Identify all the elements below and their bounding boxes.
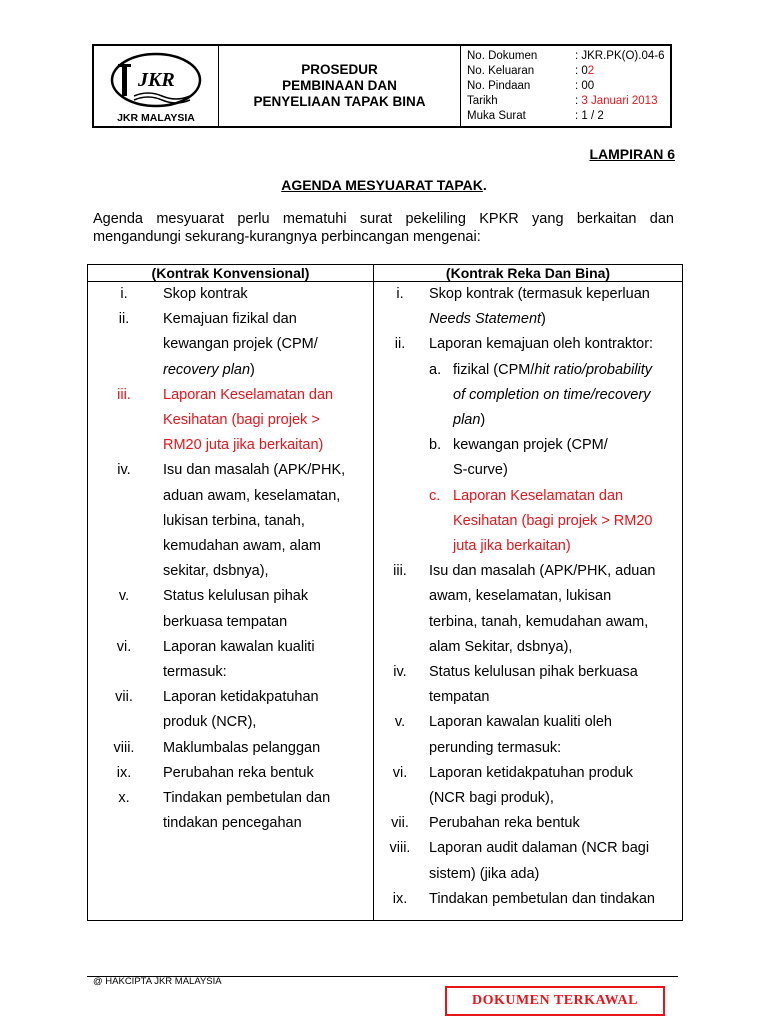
meta-key: Muka Surat (467, 110, 526, 122)
item-number: ii. (118, 311, 130, 328)
item-text (163, 660, 227, 685)
text-run: produk (NCR), (163, 714, 257, 731)
text-run: perunding termasuk: (429, 739, 562, 756)
text-run: kewangan projek (CPM/ (163, 336, 318, 353)
text-run: sekitar, dsbnya), (163, 563, 269, 580)
text-run: kemudahan awam, alam (163, 538, 321, 554)
agenda-title-text: AGENDA MESYUARAT TAPAK (281, 177, 483, 193)
item-number: ix. (392, 890, 408, 907)
item-text (163, 458, 345, 483)
item-number: iii. (393, 563, 407, 580)
text-run: ) (250, 361, 255, 378)
item-text (429, 811, 580, 836)
italic-text: recovery plan (163, 361, 251, 378)
text-run: Isu dan masalah (APK/PHK, aduan (429, 563, 656, 580)
item-text (429, 761, 633, 786)
meta-key: Tarikh (467, 95, 498, 107)
text-run: ) (541, 311, 546, 328)
text-run: termasuk: (163, 664, 227, 680)
sub-item-marker: b. (429, 437, 442, 454)
text-run: Laporan kawalan kualiti oleh (429, 714, 612, 731)
item-text (429, 635, 572, 660)
item-text (163, 584, 308, 609)
sub-item-marker: c. (429, 487, 441, 504)
meta-key: No. Pindaan (467, 80, 531, 92)
text-run: Laporan Keselamatan dan (453, 487, 624, 504)
agenda-title-suffix: . (482, 177, 487, 193)
item-text (163, 761, 314, 786)
item-text (429, 862, 539, 887)
intro-paragraph: Agenda mesyuarat perlu mematuhi surat pekeliling KPKR yang berkaitan dan mengandungi sekurang-kurangnya perbincangan mengenai: (93, 211, 674, 245)
right-column-heading: (Kontrak Reka Dan Bina) (445, 265, 611, 281)
text-run: sistem) (jika ada) (429, 865, 540, 882)
logo-caption: JKR MALAYSIA (117, 112, 195, 124)
text-run: awam, keselamatan, lukisan (429, 588, 612, 605)
item-number: vi. (116, 638, 132, 655)
item-number: viii. (113, 739, 135, 756)
text-run: (NCR bagi produk), (429, 790, 554, 806)
item-text (453, 433, 608, 458)
meta-value: : 00 (575, 80, 595, 92)
item-number: viii. (389, 840, 411, 857)
text-run: Laporan kawalan kualiti (163, 638, 315, 655)
document-title (219, 46, 461, 126)
item-number: ix. (116, 764, 132, 781)
controlled-document-stamp: DOKUMEN TERKAWAL (445, 986, 665, 1016)
meta-value: : JKR.PK(O).04-6 (575, 50, 665, 62)
logo-cell (94, 46, 219, 126)
italic-text: of completion on time/recovery (453, 386, 651, 403)
meta-row (467, 94, 670, 109)
italic-text: Needs Statement (429, 311, 542, 328)
item-number: iii. (117, 386, 131, 403)
item-number: v. (394, 714, 406, 731)
jkr-logo-icon (108, 52, 204, 112)
item-text (453, 458, 508, 483)
item-text (429, 685, 489, 710)
meta-value: : 1 / 2 (575, 110, 604, 122)
item-text (429, 836, 649, 861)
text-run: fizikal (CPM/ (453, 361, 535, 378)
text-run: Laporan kemajuan oleh kontraktor: (429, 336, 654, 353)
left-column-heading: (Kontrak Konvensional) (151, 265, 310, 281)
item-text (453, 358, 652, 383)
text-run: tindakan pencegahan (163, 815, 302, 832)
text-run: aduan awam, keselamatan, (163, 487, 341, 504)
sub-item-marker: a. (429, 361, 442, 378)
text-run: Kesihatan (bagi projek > RM20 (453, 512, 653, 529)
title-line: PEMBINAAN DAN (282, 78, 397, 93)
item-text (429, 584, 611, 609)
item-text (429, 710, 612, 735)
item-text (429, 282, 650, 307)
item-text (429, 736, 561, 761)
item-text (429, 660, 638, 685)
item-text (429, 332, 653, 357)
item-number: x. (118, 790, 130, 806)
item-number: iv. (117, 462, 131, 479)
agenda-table (87, 264, 683, 921)
item-text (163, 534, 321, 559)
item-text (453, 408, 485, 433)
text-run: Status kelulusan pihak (163, 588, 309, 605)
text-run: RM20 juta jika berkaitan) (163, 437, 324, 454)
copyright-notice: @ HAKCIPTA JKR MALAYSIA (93, 976, 222, 987)
item-text (429, 887, 655, 912)
item-number: ii. (394, 336, 406, 353)
appendix-label: LAMPIRAN 6 (589, 146, 675, 162)
item-text (453, 509, 653, 534)
item-number: i. (396, 286, 404, 302)
item-text (163, 484, 340, 509)
text-run: Skop kontrak (163, 286, 248, 302)
text-run: Perubahan reka bentuk (163, 764, 314, 781)
text-run: Tindakan pembetulan dan (163, 790, 331, 806)
meta-key: No. Dokumen (467, 50, 538, 62)
item-text (429, 786, 554, 811)
item-text (163, 635, 315, 660)
item-text (163, 509, 305, 534)
text-run: kewangan projek (CPM/ (453, 437, 608, 454)
item-text (163, 610, 287, 635)
document-meta (461, 46, 670, 126)
item-number: i. (120, 286, 128, 302)
text-run: Laporan Keselamatan dan (163, 386, 334, 403)
meta-row (467, 64, 670, 79)
item-number: vii. (115, 689, 133, 706)
meta-row (467, 79, 670, 94)
item-text (163, 358, 255, 383)
meta-row (467, 49, 670, 64)
meta-value: : 3 Januari 2013 (575, 95, 658, 107)
text-run: Maklumbalas pelanggan (163, 739, 321, 756)
page-title (0, 177, 768, 193)
text-run: alam Sekitar, dsbnya), (429, 638, 573, 655)
text-run: Laporan ketidakpatuhan produk (429, 764, 633, 781)
item-number: iv. (393, 664, 407, 680)
item-text (163, 736, 320, 761)
meta-row (467, 109, 670, 124)
text-run: terbina, tanah, kemudahan awam, (429, 613, 649, 630)
title-line: PROSEDUR (301, 62, 378, 77)
item-text (163, 307, 297, 332)
item-text (163, 408, 320, 433)
italic-text: plan (453, 412, 481, 428)
text-run: juta jika berkaitan) (453, 538, 571, 554)
meta-value-revised: 3 Januari 2013 (581, 95, 658, 107)
text-run: ) (480, 412, 486, 428)
item-text (163, 811, 302, 836)
item-number: v. (118, 588, 130, 605)
item-text (453, 534, 571, 559)
meta-key: No. Keluaran (467, 65, 535, 77)
italic-text: hit ratio/probability (534, 361, 653, 378)
logo-text: JKR (138, 69, 175, 91)
text-run: Isu dan masalah (APK/PHK, (163, 462, 346, 479)
item-text (163, 433, 323, 458)
item-text (429, 559, 656, 584)
item-text (429, 610, 648, 635)
text-run: Laporan audit dalaman (NCR bagi (429, 840, 650, 857)
text-run: berkuasa tempatan (163, 613, 288, 630)
item-text (163, 332, 318, 357)
document-header (92, 44, 672, 128)
text-run: Kesihatan (bagi projek > (163, 412, 320, 428)
text-run: tempatan (429, 689, 490, 706)
text-run: Status kelulusan pihak berkuasa (429, 664, 638, 680)
item-number: vii. (391, 815, 409, 832)
text-run: Perubahan reka bentuk (429, 815, 580, 832)
item-text (163, 786, 330, 811)
item-text (163, 685, 319, 710)
column-divider (373, 265, 374, 920)
text-run: Tindakan pembetulan dan tindakan (429, 890, 655, 907)
text-run: Laporan ketidakpatuhan (163, 689, 319, 706)
item-text (453, 484, 623, 509)
item-text (163, 710, 256, 735)
item-number: vi. (392, 764, 408, 781)
text-run: lukisan terbina, tanah, (163, 512, 305, 529)
item-text (163, 559, 269, 584)
text-run: S-curve) (453, 462, 508, 479)
title-line: PENYELIAAN TAPAK BINA (253, 94, 426, 109)
text-run: Kemajuan fizikal dan (163, 311, 297, 328)
meta-value: : 02 (575, 65, 595, 77)
item-text (163, 383, 333, 408)
item-text (163, 282, 248, 307)
meta-value-revised: 2 (587, 65, 595, 77)
text-run: Skop kontrak (termasuk keperluan (429, 286, 650, 302)
item-text (429, 307, 546, 332)
item-text (453, 383, 650, 408)
